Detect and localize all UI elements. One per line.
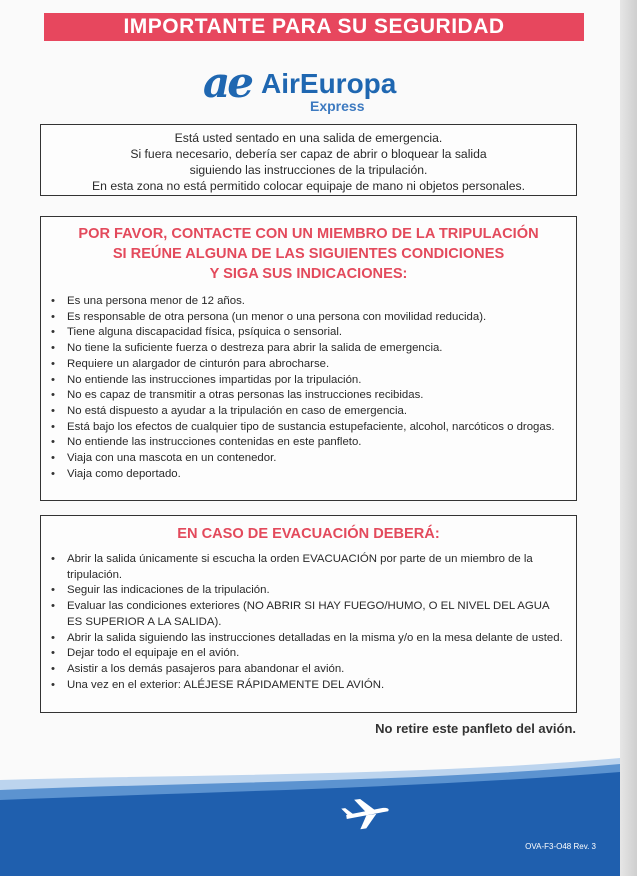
intro-line: Si fuera necesario, debería ser capaz de abrir o bloquear la salida [130, 147, 487, 161]
footnote: No retire este panfleto del avión. [375, 721, 576, 736]
evacuation-heading: EN CASO DE EVACUACIÓN DEBERÁ: [177, 526, 440, 542]
intro-line: Está usted sentado en una salida de emergencia. [174, 131, 443, 145]
list-item: • Viaja como deportado. [67, 467, 566, 483]
conditions-heading-line: POR FAVOR, CONTACTE CON UN MIEMBRO DE LA TRIPULACIÓN [78, 226, 539, 242]
list-item: • Abrir la salida únicamente si escucha la orden EVACUACIÓN por parte de un miembro de la tripulación. [67, 552, 566, 583]
list-item: • Viaja con una mascota en un contenedor. [67, 451, 566, 467]
card-edge [620, 0, 637, 876]
conditions-heading-line: SI REÚNE ALGUNA DE LAS SIGUIENTES CONDICIONES [112, 246, 505, 262]
conditions-list [41, 294, 576, 482]
list-item: • No está dispuesto a ayudar a la tripulación en caso de emergencia. [67, 404, 566, 420]
intro-box [40, 124, 577, 196]
list-item: • Dejar todo el equipaje en el avión. [67, 646, 566, 662]
list-item: • Es una persona menor de 12 años. [67, 294, 566, 310]
list-item: • Abrir la salida siguiendo las instrucciones detalladas en la misma y/o en la mesa delante de usted. [67, 631, 566, 647]
list-item: • No entiende las instrucciones impartidas por la tripulación. [67, 373, 566, 389]
conditions-box [40, 216, 577, 501]
list-item: • No tiene la suficiente fuerza o destreza para abrir la salida de emergencia. [67, 341, 566, 357]
list-item: • Seguir las indicaciones de la tripulación. [67, 583, 566, 599]
safety-banner: IMPORTANTE PARA SU SEGURIDAD [44, 13, 584, 41]
list-item: • No entiende las instrucciones contenidas en este panfleto. [67, 435, 566, 451]
list-item: • Asistir a los demás pasajeros para abandonar el avión. [67, 662, 566, 678]
list-item: • No es capaz de transmitir a otras personas las instrucciones recibidas. [67, 388, 566, 404]
evacuation-box [40, 515, 577, 713]
list-item: • Es responsable de otra persona (un menor o una persona con movilidad reducida). [67, 310, 566, 326]
list-item: • Una vez en el exterior: ALÉJESE RÁPIDAMENTE DEL AVIÓN. [67, 678, 566, 694]
intro-line: siguiendo las instrucciones de la tripulación. [189, 163, 428, 177]
document-code: OVA-F3-O48 Rev. 3 [525, 842, 596, 851]
logo-subtitle: Express [310, 98, 365, 114]
conditions-heading-line: Y SIGA SUS INDICACIONES: [209, 266, 408, 282]
list-item: • Tiene alguna discapacidad física, psíquica o sensorial. [67, 325, 566, 341]
list-item: • Evaluar las condiciones exteriores (NO ABRIR SI HAY FUEGO/HUMO, O EL NIVEL DEL AGUA ES SUPERIOR A LA SALIDA). [67, 599, 566, 630]
intro-line: En esta zona no está permitido colocar equipaje de mano ni objetos personales. [92, 179, 525, 193]
logo-mark: ae [203, 58, 251, 107]
evacuation-list [41, 552, 576, 693]
list-item: • Requiere un alargador de cinturón para abrocharse. [67, 357, 566, 373]
list-item: • Está bajo los efectos de cualquier tipo de sustancia estupefaciente, alcohol, narcóticos o drogas. [67, 420, 566, 436]
logo-name: AirEuropa [261, 68, 397, 99]
wave-decoration [0, 740, 620, 876]
airline-logo [203, 58, 423, 116]
